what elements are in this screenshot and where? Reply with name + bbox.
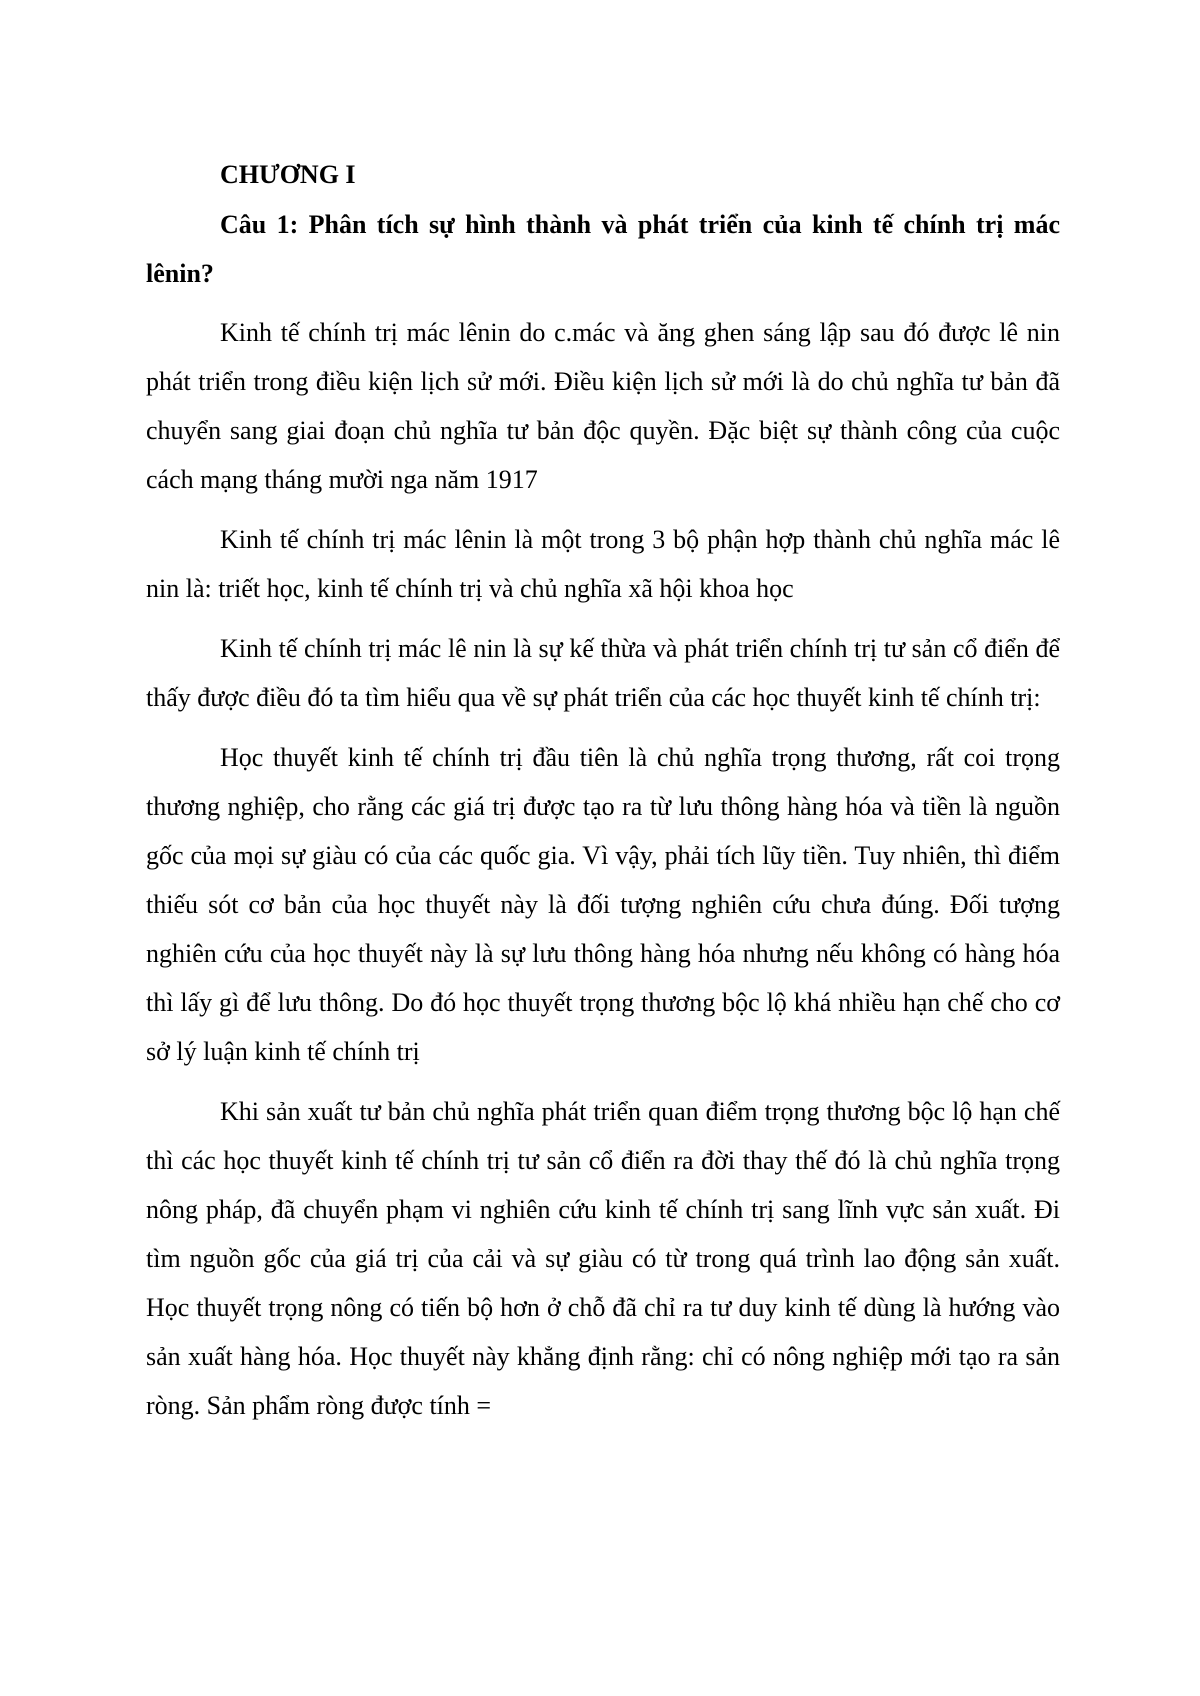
paragraph: Khi sản xuất tư bản chủ nghĩa phát triển quan điểm trọng thương bộc lộ hạn chế thì các học thuyết kinh tế chính trị tư sản cổ điển ra đời thay thế đó là chủ nghĩa trọng nông pháp, đã chuyển phạm vi nghiên cứu kinh tế chính trị sang lĩnh vực sản xuất. Đi tìm nguồn gốc của giá trị của cải và sự giàu có từ trong quá trình lao động sản xuất. Học thuyết trọng nông có tiến bộ hơn ở chỗ đã chỉ ra tư duy kinh tế dùng là hướng vào sản xuất hàng hóa. Học thuyết này khẳng định rằng: chỉ có nông nghiệp mới tạo ra sản ròng. Sản phẩm ròng được tính = (146, 1097, 1060, 1420)
question-heading: Câu 1: Phân tích sự hình thành và phát triển của kinh tế chính trị mác lênin? (146, 210, 1060, 288)
paragraph: Kinh tế chính trị mác lênin do c.mác và ăng ghen sáng lập sau đó được lê nin phát triển trong điều kiện lịch sử mới. Điều kiện lịch sử mới là do chủ nghĩa tư bản đã chuyển sang giai đoạn chủ nghĩa tư bản độc quyền. Đặc biệt sự thành công của cuộc cách mạng tháng mười nga năm 1917 (146, 318, 1060, 494)
chapter-title: CHƯƠNG I (220, 160, 356, 189)
paragraph: Kinh tế chính trị mác lê nin là sự kế thừa và phát triển chính trị tư sản cổ điển để thấy được điều đó ta tìm hiểu qua về sự phát triển của các học thuyết kinh tế chính trị: (146, 634, 1060, 712)
document-body (146, 150, 1060, 1441)
paragraph: Học thuyết kinh tế chính trị đầu tiên là chủ nghĩa trọng thương, rất coi trọng thương nghiệp, cho rằng các giá trị được tạo ra từ lưu thông hàng hóa và tiền là nguồn gốc của mọi sự giàu có của các quốc gia. Vì vậy, phải tích lũy tiền. Tuy nhiên, thì điểm thiếu sót cơ bản của học thuyết này là đối tượng nghiên cứu chưa đúng. Đối tượng nghiên cứu của học thuyết này là sự lưu thông hàng hóa nhưng nếu không có hàng hóa thì lấy gì để lưu thông. Do đó học thuyết trọng thương bộc lộ khá nhiều hạn chế cho cơ sở lý luận kinh tế chính trị (146, 743, 1060, 1066)
paragraph: Kinh tế chính trị mác lênin là một trong 3 bộ phận hợp thành chủ nghĩa mác lê nin là: triết học, kinh tế chính trị và chủ nghĩa xã hội khoa học (146, 525, 1060, 603)
